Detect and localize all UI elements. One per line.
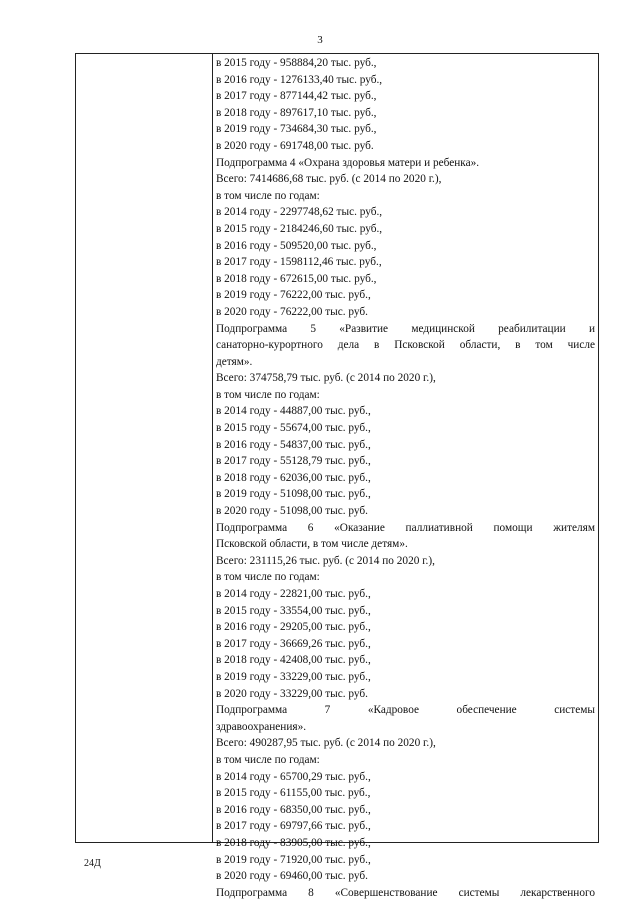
- page-number: 3: [317, 34, 323, 46]
- text-line: Подпрограмма 7 «Кадровое обеспечение системы: [216, 704, 595, 717]
- text-line: в 2018 году - 83905,00 тыс. руб.,: [216, 836, 371, 849]
- text-line: в 2019 году - 71920,00 тыс. руб.,: [216, 853, 371, 866]
- text-line: в 2015 году - 2184246,60 тыс. руб.,: [216, 222, 383, 235]
- text-line: в том числе по годам:: [216, 571, 320, 584]
- text-line: в 2016 году - 1276133,40 тыс. руб.,: [216, 73, 383, 86]
- text-line: в 2016 году - 54837,00 тыс. руб.,: [216, 438, 371, 451]
- text-line: в 2019 году - 51098,00 тыс. руб.,: [216, 488, 371, 501]
- funding-text-cell: [216, 55, 595, 901]
- text-line: Подпрограмма 6 «Оказание паллиативной помощи жителям: [216, 521, 595, 534]
- text-line: в 2018 году - 42408,00 тыс. руб.,: [216, 654, 371, 667]
- text-line: в 2017 году - 877144,42 тыс. руб.,: [216, 90, 377, 103]
- text-line: детям».: [216, 355, 253, 368]
- text-line: в 2018 году - 62036,00 тыс. руб.,: [216, 471, 371, 484]
- text-line: в 2017 году - 36669,26 тыс. руб.,: [216, 637, 371, 650]
- text-line: в том числе по годам:: [216, 388, 320, 401]
- text-line: в 2015 году - 55674,00 тыс. руб.,: [216, 422, 371, 435]
- text-line: в том числе по годам:: [216, 753, 320, 766]
- text-line: Всего: 490287,95 тыс. руб. (с 2014 по 2020 г.),: [216, 737, 436, 750]
- text-line: здравоохранения».: [216, 720, 307, 733]
- text-line: в 2019 году - 76222,00 тыс. руб.,: [216, 289, 371, 302]
- text-line: Псковской области, в том числе детям».: [216, 538, 408, 551]
- text-line: в 2015 году - 33554,00 тыс. руб.,: [216, 604, 371, 617]
- text-line: в 2018 году - 672615,00 тыс. руб.,: [216, 272, 377, 285]
- table-top-border: [76, 53, 598, 54]
- text-line: в 2020 году - 691748,00 тыс. руб.: [216, 139, 374, 152]
- text-line: в том числе по годам:: [216, 189, 320, 202]
- text-line: в 2020 году - 69460,00 тыс. руб.: [216, 870, 369, 883]
- text-line: Подпрограмма 5 «Развитие медицинской реабилитации и: [216, 322, 595, 335]
- text-line: Подпрограмма 8 «Совершенствование системы лекарственного: [216, 886, 595, 899]
- text-line: в 2017 году - 1598112,46 тыс. руб.,: [216, 256, 382, 269]
- text-line: в 2014 году - 65700,29 тыс. руб.,: [216, 770, 371, 783]
- text-line: в 2015 году - 958884,20 тыс. руб.,: [216, 57, 377, 69]
- footer-code: 24Д: [84, 858, 101, 869]
- text-line: в 2020 году - 51098,00 тыс. руб.: [216, 505, 369, 518]
- text-line: Всего: 7414686,68 тыс. руб. (с 2014 по 2020 г.),: [216, 173, 442, 186]
- column-divider: [212, 53, 213, 842]
- text-line: в 2019 году - 33229,00 тыс. руб.,: [216, 670, 371, 683]
- text-line: в 2019 году - 734684,30 тыс. руб.,: [216, 123, 377, 136]
- text-line: в 2014 году - 22821,00 тыс. руб.,: [216, 588, 371, 600]
- text-line: в 2016 году - 509520,00 тыс. руб.,: [216, 239, 377, 252]
- text-line: Подпрограмма 4 «Охрана здоровья матери и ребенка».: [216, 156, 480, 169]
- text-line: в 2017 году - 69797,66 тыс. руб.,: [216, 820, 371, 833]
- text-line: в 2016 году - 68350,00 тыс. руб.,: [216, 803, 371, 816]
- text-line: Всего: 374758,79 тыс. руб. (с 2014 по 2020 г.),: [216, 372, 436, 385]
- text-line: в 2014 году - 2297748,62 тыс. руб.,: [216, 206, 383, 219]
- text-line: в 2018 году - 897617,10 тыс. руб.,: [216, 106, 377, 119]
- text-line: в 2020 году - 76222,00 тыс. руб.: [216, 305, 369, 318]
- text-line: в 2020 году - 33229,00 тыс. руб.: [216, 687, 369, 700]
- text-line: санаторно-курортного дела в Псковской области, в том числе: [216, 339, 595, 352]
- text-line: Всего: 231115,26 тыс. руб. (с 2014 по 2020 г.),: [216, 554, 435, 567]
- text-line: в 2015 году - 61155,00 тыс. руб.,: [216, 787, 371, 800]
- text-line: в 2016 году - 29205,00 тыс. руб.,: [216, 621, 371, 634]
- text-line: в 2017 году - 55128,79 тыс. руб.,: [216, 455, 371, 468]
- text-line: в 2014 году - 44887,00 тыс. руб.,: [216, 405, 371, 418]
